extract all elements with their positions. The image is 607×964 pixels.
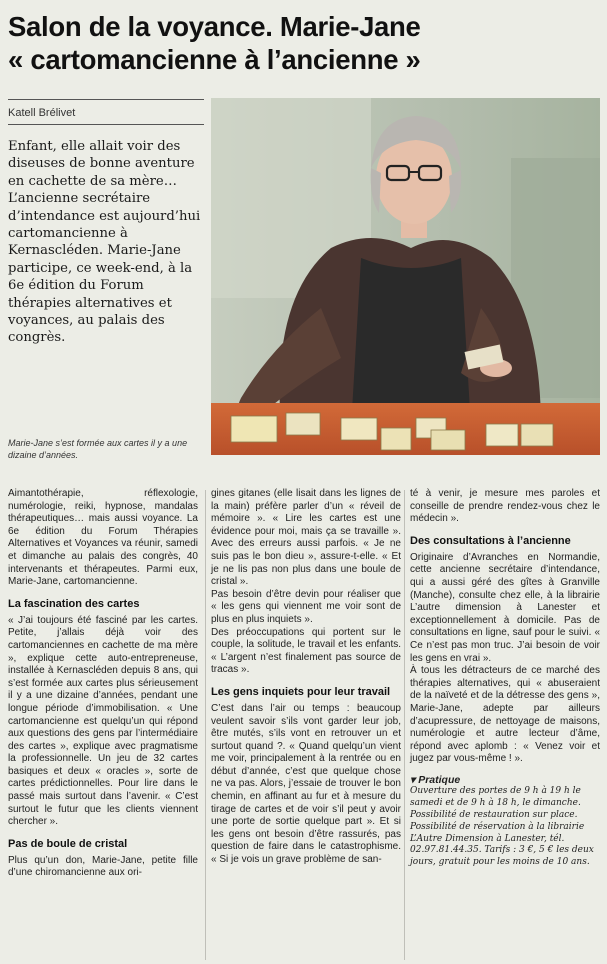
article-photo [211,98,600,455]
subheading: Pas de boule de cristal [8,837,128,850]
column-2 [211,488,401,867]
column-1 [8,488,198,880]
pratique-info: Ouverture des portes de 9 h à 19 h le samedi et de 9 h à 18 h, le dimanche. Possibilité de restauration sur place. Possibilité de réservation à la librairie L’Autre Dimension à Lanester, tél. 02.97.81.44.35. Tarifs : 3 €, 5 € les deux jours, gratuit pour les moins de 10 ans. [410,786,594,868]
author-byline: Katell Brélivet [8,107,76,119]
subheading: La fascination des cartes [8,597,140,610]
headline-line-2: « cartomancienne à l’ancienne » [8,44,421,75]
photo-caption: Marie-Jane s’est formée aux cartes il y a une dizaine d’années. [8,438,188,460]
divider-author [8,124,204,125]
lead-paragraph: Enfant, elle allait voir des diseuses de bonne aventure en cachette de sa mère… L’ancienne secrétaire d’intendance est aujourd’hui cartomancienne à Kernascléden. Marie-Jane participe, ce week-end, à la 6e édition du Forum thérapies alternatives et voyances, au palais des congrès. [8,139,201,346]
paragraph: Plus qu’un don, Marie-Jane, petite fille d’une chiromancienne aux ori- [8,854,198,879]
paragraph: C’est dans l’air ou temps : beaucoup veulent savoir s’ils vont garder leur job, être mutés, s’ils vont en retrouver un et surtout quand ?. « Quand quelqu’un vient me voir, principalement à la rentrée ou en début d’année, c’est que quelque chose ne va pas. Alors, j’essaie de trouver le bon chemin, en affinant au fur et à mesure du tirage de cartes et de voir s’il peut y avoir une porte de sortie quelque part ». Et si les gens ont besoin d’être rassurés, pas question de faire dans le catastrophisme. « Si je vois un grave problème de san- [211,702,401,866]
paragraph: Pas besoin d’être devin pour réaliser que « les gens qui viennent me voir sont de plus en plus inquiets ». [211,588,401,625]
column-3 [410,488,600,869]
column-separator [205,490,206,960]
subheading: Des consultations à l’ancienne [410,534,571,547]
divider-top [8,99,204,100]
paragraph: Originaire d’Avranches en Normandie, cette ancienne secrétaire d’intendance, qui a aussi géré des gîtes à Granville (Manche), consulte chez elle, à la librairie L’autre dimension à Lanester et exceptionnellement à domicile. Pas de consultations en ligne, sauf pour le suivi. « Ce n’est pas mon truc. J’ai besoin de voir les gens en vrai ». [410,551,600,664]
photo-illustration [211,98,600,455]
headline [8,10,598,76]
pratique-heading: ▾ Pratique [410,773,461,786]
paragraph: gines gitanes (elle lisait dans les lignes de la main) préfère parler d’un « réveil de mémoire ». « Lire les cartes est une évidence pour moi, mais ça se travaille ». Avec des erreurs aussi parfois. « Je ne suis pas le bon dieu », assure-t-elle. « Et je ne lis pas non plus dans une boule de cristal ». [211,488,401,588]
paragraph: Des préoccupations qui portent sur le couple, la solitude, le travail et les enfants. « L’argent n’est finalement pas source de tracas ». [211,626,401,676]
subheading: Les gens inquiets pour leur travail [211,685,391,698]
paragraph: « J’ai toujours été fasciné par les cartes. Petite, j’allais déjà voir des cartomanciennes en cachette de ma mère », explique cette auto-entrepreneuse, installée à Kernascléden depuis 8 ans, qui s’est formée aux cartes plus sérieusement il y a une dizaine d’années, pendant une longue période d’immobilisation. « Une cartomancienne est quelqu’un qui répond aux questions des gens par l’intermédiaire des cartes », explique avec pragmatisme la professionnelle. Un jeu de 32 cartes basiques et deux « oracles », sorte de cartes prédictionnelles. Pour lire dans le passé mais surtout dans l’avenir. « C’est surtout le futur que les clients viennent chercher ». [8,614,198,828]
paragraph: Aimantothérapie, réflexologie, numérologie, reiki, hypnose, mandalas thérapeutiques… mais aussi voyance. La 6e édition du Forum Thérapies Alternatives et Voyances va réunir, samedi et dimanche au palais des congrès, 40 intervenants et thérapeutes. Parmi eux, Marie-Jane, cartomancienne. [8,488,198,588]
paragraph: té à venir, je mesure mes paroles et conseille de prendre rendez-vous chez le médecin ». [410,488,600,525]
column-separator [404,490,405,960]
paragraph: À tous les détracteurs de ce marché des thérapies alternatives, qui « abuseraient de la naïveté et de la détresse des gens », Marie-Jane, adepte par ailleurs d’acupressure, de nettoyage de maisons, numérologie et autre lecteur d’âme, répond avec aplomb : « Venez voir et jugez par vous-même ! ». [410,665,600,765]
headline-line-1: Salon de la voyance. Marie-Jane [8,11,421,42]
